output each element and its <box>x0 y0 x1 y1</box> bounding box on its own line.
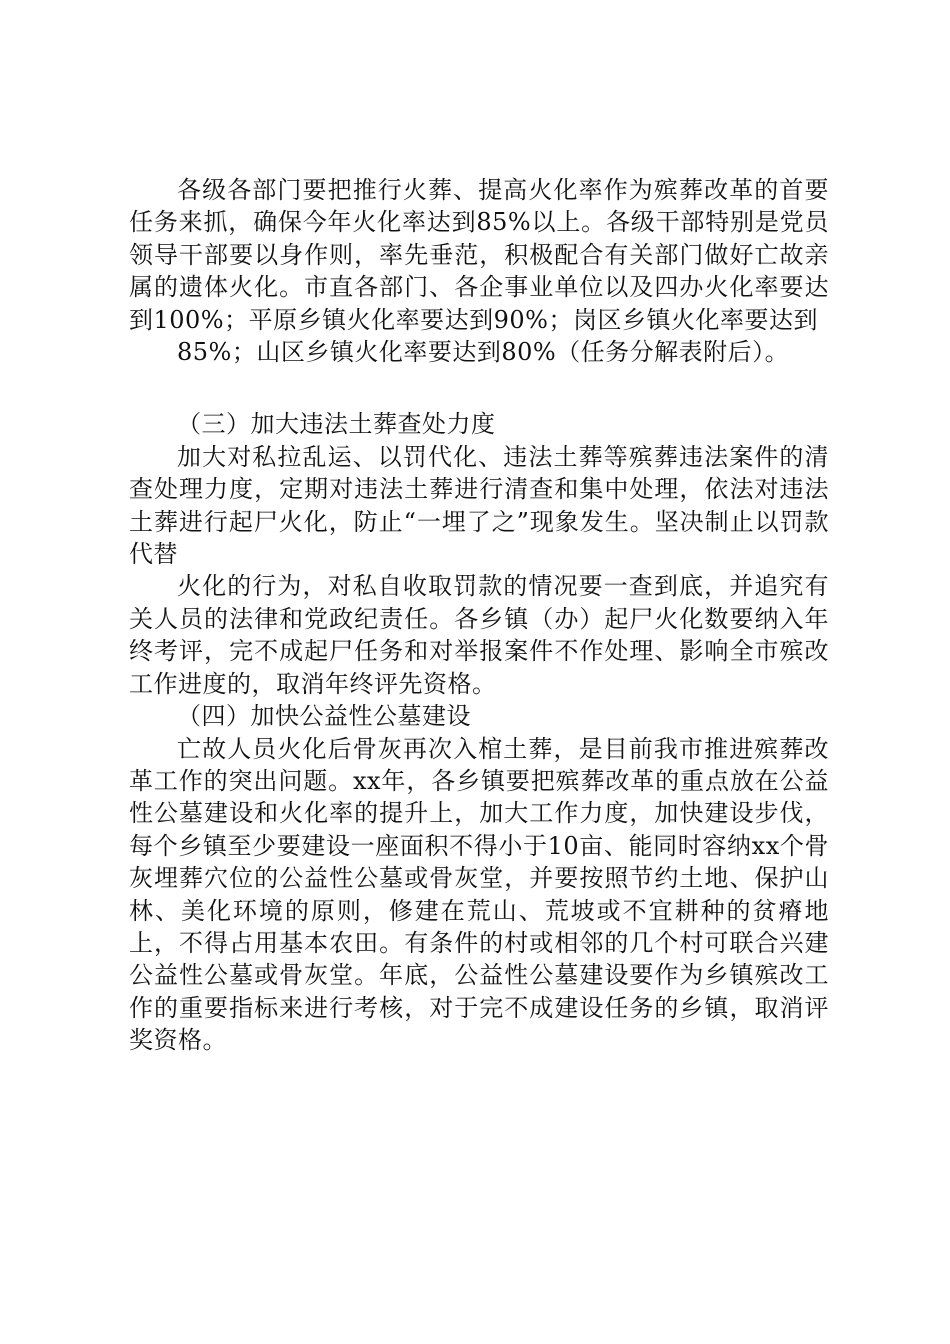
section-heading-illegal-burial: （三）加大违法土葬查处力度 <box>177 410 496 439</box>
paragraph-gap <box>129 368 829 408</box>
paragraph-cremation-targets: 各级各部门要把推行火葬、提高火化率作为殡葬改革的首要任务来抓，确保今年火化率达到85%以上。各级干部特别是党员领导干部要以身作则，率先垂范，积极配合有关部门做好亡故亲属的遗体火化。市直各部门、各企事业单位以及四办火化率要达到100%；平原乡镇火化率要达到90%；岗区乡镇火化率要达到 <box>129 176 829 334</box>
paragraph-illegal-burial: 加大对私拉乱运、以罚代化、违法土葬等殡葬违法案件的清查处理力度，定期对违法土葬进行清查和集中处理，依法对违法土葬进行起尸火化，防止“一埋了之”现象发生。坚决制止以罚款代替 <box>129 442 829 569</box>
section-heading-public-cemetery: （四）加快公益性公墓建设 <box>177 702 471 731</box>
paragraph-illegal-burial-continued: 火化的行为，对私自收取罚款的情况要一查到底，并追究有关人员的法律和党政纪责任。各乡镇（办）起尸火化数要纳入年终考评，完不成起尸任务和对举报案件不作处理、影响全市殡改工作进度的，取消年终评先资格。 <box>129 572 829 698</box>
document-body <box>129 174 829 1057</box>
paragraph-public-cemetery: 亡故人员火化后骨灰再次入棺土葬，是目前我市推进殡葬改革工作的突出问题。xx年，各乡镇要把殡葬改革的重点放在公益性公墓建设和火化率的提升上，加大工作力度，加快建设步伐，每个乡镇至少要建设一座面积不得小于10亩、能同时容纳xx个骨灰埋葬穴位的公益性公墓或骨灰堂，并要按照节约土地、保护山林、美化环境的原则，修建在荒山、荒坡或不宜耕种的贫瘠地上，不得占用基本农田。有条件的村或相邻的几个村可联合兴建公益性公墓或骨灰堂。年底，公益性公墓建设要作为乡镇殡改工作的重要指标来进行考核，对于完不成建设任务的乡镇，取消评奖资格。 <box>129 734 829 1055</box>
paragraph-cremation-targets-continued: 85%；山区乡镇火化率要达到80%（任务分解表附后）。 <box>177 338 790 367</box>
